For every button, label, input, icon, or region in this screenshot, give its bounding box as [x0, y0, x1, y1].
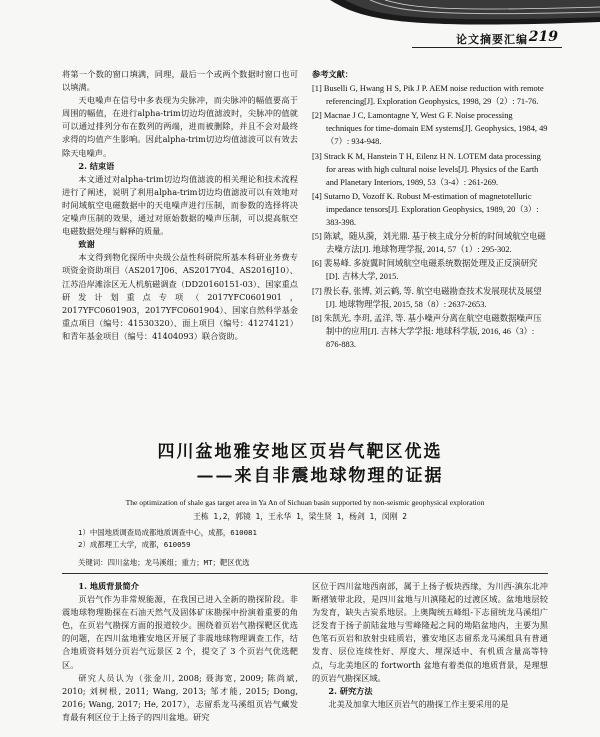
references-heading: 参考文献：: [312, 69, 353, 79]
references-column: [312, 68, 548, 352]
paragraph: 天电噪声在信号中多表现为尖脉冲，而尖脉冲的幅值要高于周围的幅值，在进行alpha-trim切边均值滤波时，尖脉冲的值就可以通过排列分布在数列的两端，进而被删除，并且不会对最终求得的均值产生影响。因此alpha-trim切边均值滤波可以有效去除天电噪声。: [62, 95, 298, 158]
reference-item: [1] Buselli G, Hwang H S, Pik J P. AEM noise reduction with remote referencing[J]. Exploration Geophysics, 1998, 29（2）: 71-76.: [312, 84, 544, 107]
paragraph: 本文通过对alpha-trim切边均值滤波的相关理论和技术流程进行了阐述，说明了利用alpha-trim切边均值滤波可以有效地对时间域航空电磁数据中的天电噪声进行压制，而参数的选择将决定噪声压制的效果，通过对原始数据的噪声压制，可以提高航空电磁数据处理与解释的质量。: [62, 173, 298, 237]
paragraph: 北美及加拿大地区页岩气的勘探工作主要采用的是: [328, 698, 509, 709]
keywords-divider: [62, 573, 548, 574]
article-keywords: 关键词：四川盆地；龙马溪组；重力；MT；靶区优选: [78, 558, 250, 567]
paragraph: 研究人员认为（张金川, 2008; 聂海宽, 2009; 陈尚斌, 2010; 刘树根, 2011; Wang, 2013; 邹才能, 2015; Dong, 2016; Wang, 2017; He, 2017），志留系龙马溪组页岩气藏发育最有利区位于上扬子的四川盆地。研究: [62, 672, 298, 722]
reference-item: [3] Strack K M, Hanstein T H, Eilenz H N. LOTEM data processing for areas with high cultural noise levels[J]. Physics of the Earth and Planetary Interiors, 1989, 53（3-4）: 261-269.: [312, 151, 541, 187]
paragraph: 将第一个数的窗口填满，同理，最后一个或两个数据时窗口也可以填满。: [62, 69, 298, 93]
article-affiliations: [78, 527, 498, 551]
article-title-block: [0, 440, 600, 488]
reference-item: [4] Sutarno D, Vozoff K. Robust M-estimation of magnetotelluric impedance tensors[J]. Exploration Geophysics, 1989, 20（3）: 383-398.: [312, 191, 539, 228]
left-column: [62, 68, 298, 343]
reference-item: [2] Macnae J C, Lamontagne Y, West G F. Noise processing techniques for time-domain EM systems[J]. Geophysics, 1984, 49（7）: 934-948.: [312, 111, 548, 147]
reference-item: [6] 裴易峰. 多旋翼时间域航空电磁系统数据处理及正反演研究[D]. 吉林大学, 2015.: [312, 259, 538, 282]
header-rule: [412, 47, 562, 48]
reference-list: [312, 82, 548, 351]
paragraph: 区位于四川盆地西南部，属于上扬子板块西缘，为川西-滇东北冲断褶皱带北段，是四川盆地与川滇隆起的过渡区域。盆地地层较为发育，缺失古炭系地层。上奥陶统五峰组-下志留统龙马溪组广泛发育于扬子前陆盆地与雪峰隆起之间的坳陷盆地内，主要为黑色笔石页岩和放射虫硅质岩，雅安地区志留系龙马溪组具有普通发育、层位连续性好、厚度大、埋深适中、有机质含量高等特点，与北美地区的 fortworth 盆地有着类似的地质背景，是理想的页岩气勘探区域。: [312, 581, 548, 683]
article-title: 四川盆地雅安地区页岩气靶区优选: [157, 442, 443, 462]
article-title-english: The optimization of shale gas target area in Ya An of Sichuan basin supported by non-seismic geophysical exploration: [125, 498, 485, 507]
page-number: 219: [528, 29, 558, 45]
section-heading: 1. 地质背景简介: [78, 581, 139, 591]
page-header: [0, 0, 600, 52]
reference-item: [8] 朱凯光, 李玥, 孟洋, 等. 基小噪声分离在航空电磁数据噪声压制中的应用[J]. 吉林大学学报: 地球科学版, 2016, 46（3）: 876-883.: [312, 313, 542, 349]
article-body-left: [62, 580, 298, 724]
acknowledgement-text: 本文得到物化探所中央级公益性科研院所基本科研业务费专项资金资助项目（AS2017J06、AS2017Y04、AS2016J10）、江苏沿岸滩涂区无人机航磁调查（DD20160151-03）、国家重点研发计划重点专项（2017YFC0601901，2017YFC0601903，2017YFC0601904）、国家自然科学基金重点项目（编号：41530320）、面上项目（编号：41274121）和青年基金项目（编号：41404093）联合资助。: [62, 252, 298, 341]
journal-section-label: 论文摘要汇编: [456, 33, 528, 46]
reference-item: [5] 陈斌，随从漪，刘光鼎. 基于核主成分分析的时间域航空电磁去噪方法[J]. 地球物理学报, 2014, 57（1）: 295-302.: [312, 232, 546, 255]
section-heading: 2. 研究方法: [328, 685, 373, 696]
affiliation-line: 2）成都理工大学，成都，610059: [78, 540, 191, 549]
paragraph: 页岩气作为非常规能源，在我国已进入全新的勘探阶段。非震地球物理勘探在石油天然气及固体矿床勘探中扮演着重要的角色，在页岩气勘探方面的报道较少。围绕着页岩气勘探靶区优选的问题，在四川盆地雅安地区开展了非震地球物理调查工作，结合地质资料划分页岩气远景区 2 个，提交了 3 个页岩气优选靶区。: [62, 594, 298, 670]
section-heading: 2. 结束语: [78, 160, 115, 171]
reference-item: [7] 殷长春, 张博, 刘云鹤, 等. 航空电磁勘查技术发展现状及展望[J]. 地球物理学报, 2015, 58（8）: 2637-2653.: [312, 286, 542, 309]
article-body-right: [312, 580, 548, 711]
article-subtitle: ——来自非震地球物理的证据: [196, 466, 444, 486]
acknowledgement-heading: 致谢: [78, 239, 95, 250]
article-authors: 王栋 1,2，郭镜 1，王永华 1，梁生贤 1，杨剑 1，闵刚 2: [193, 512, 407, 521]
affiliation-line: 1）中国地质调查局成都地质调查中心，成都，610081: [78, 528, 257, 537]
